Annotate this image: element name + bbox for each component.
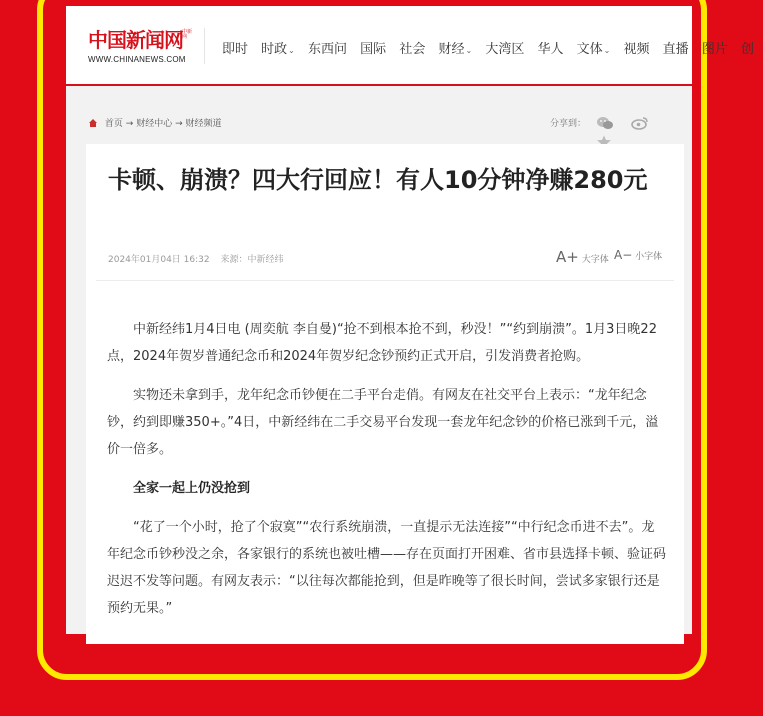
nav-item-culture-sports[interactable]: 文体⌄: [576, 42, 611, 57]
font-decrease-icon: A−: [614, 248, 633, 262]
nav-item-greater-bay[interactable]: 大湾区: [485, 42, 525, 57]
font-small-label: 小字体: [635, 252, 663, 262]
nav-item-instant[interactable]: 即时: [222, 42, 249, 57]
article-title: 卡顿、崩溃？四大行回应！有人10分钟净赚280元: [108, 166, 648, 194]
share-icons: [596, 115, 692, 131]
chevron-down-icon: ⌄: [288, 46, 295, 55]
main-nav: [222, 38, 763, 57]
article-meta: [108, 252, 292, 265]
article-paragraph: 中新经纬1月4日电 (周奕航 李自曼)“抢不到根本抢不到，秒没！”“约到崩溃”。1月3日晚22点，2024年贺岁普通纪念币和2024年贺岁纪念钞预约正式开启，引发消费者抢购。: [107, 322, 657, 364]
font-small-button[interactable]: [614, 248, 662, 262]
font-large-button[interactable]: [556, 248, 609, 266]
site-header: [66, 6, 754, 86]
share-label: 分享到：: [550, 119, 587, 129]
article-body: [107, 316, 667, 634]
nav-item-photos[interactable]: 图片: [701, 42, 728, 57]
nav-item-international[interactable]: 国际: [360, 42, 387, 57]
article-subheading: 全家一起上仍没抢到: [133, 481, 251, 496]
breadcrumb-finance-center[interactable]: 财经中心: [136, 119, 173, 129]
nav-item-chuang[interactable]: 创: [740, 42, 754, 57]
breadcrumb: [88, 116, 222, 129]
nav-item-dongxiwen[interactable]: 东西问: [308, 42, 348, 57]
wechat-icon[interactable]: [596, 116, 614, 130]
article-date: 2024年01月04日 16:32: [108, 255, 210, 265]
header-divider: [204, 28, 205, 64]
font-increase-icon: A+: [556, 248, 579, 266]
logo-url-text: WWW.CHINANEWS.COM: [88, 55, 186, 64]
home-icon: [88, 118, 98, 128]
logo-chinese-text: 中国新闻网: [88, 28, 183, 52]
breadcrumb-separator: →: [175, 119, 183, 129]
chevron-down-icon: ⌄: [465, 46, 473, 55]
chevron-down-icon: ⌄: [603, 46, 611, 55]
nav-item-overseas-chinese[interactable]: 华人: [537, 42, 564, 57]
breadcrumb-home[interactable]: 首页: [104, 119, 123, 129]
nav-item-society[interactable]: 社会: [399, 42, 426, 57]
article-card: [86, 144, 684, 644]
nav-item-video[interactable]: 视频: [623, 42, 650, 57]
site-logo[interactable]: [88, 28, 208, 68]
article-paragraph: “花了一个小时，抢了个寂寞”“农行系统崩溃，一直提示无法连接”“中行纪念币进不去”。龙年纪念币钞秒没之余，各家银行的系统也被吐槽——存在页面打开困难、省市县选择卡顿、验证码迟迟不发等问题。有网友表示：“以往每次都能抢到，但是昨晚等了很长时间，尝试多家银行还是预约无果。”: [107, 520, 667, 616]
nav-item-finance[interactable]: 财经⌄: [438, 42, 473, 57]
logo-sub-text: 中新网: [182, 29, 193, 40]
breadcrumb-finance-channel[interactable]: 财经频道: [185, 119, 222, 129]
nav-item-politics[interactable]: 时政⌄: [261, 42, 295, 57]
nav-item-live[interactable]: 直播: [662, 42, 689, 57]
meta-divider: [96, 280, 674, 281]
font-large-label: 大字体: [581, 255, 609, 265]
article-source: 来源：中新经纬: [220, 255, 284, 265]
article-paragraph: 实物还未拿到手，龙年纪念币钞便在二手平台走俏。有网友在社交平台上表示：“龙年纪念钞，约到即赚350+。”4日，中新经纬在二手交易平台发现一套龙年纪念钞的价格已涨到千元，溢价一倍多。: [107, 388, 659, 457]
browser-page: [66, 6, 754, 634]
weibo-icon[interactable]: [631, 116, 649, 130]
breadcrumb-separator: →: [125, 119, 134, 129]
